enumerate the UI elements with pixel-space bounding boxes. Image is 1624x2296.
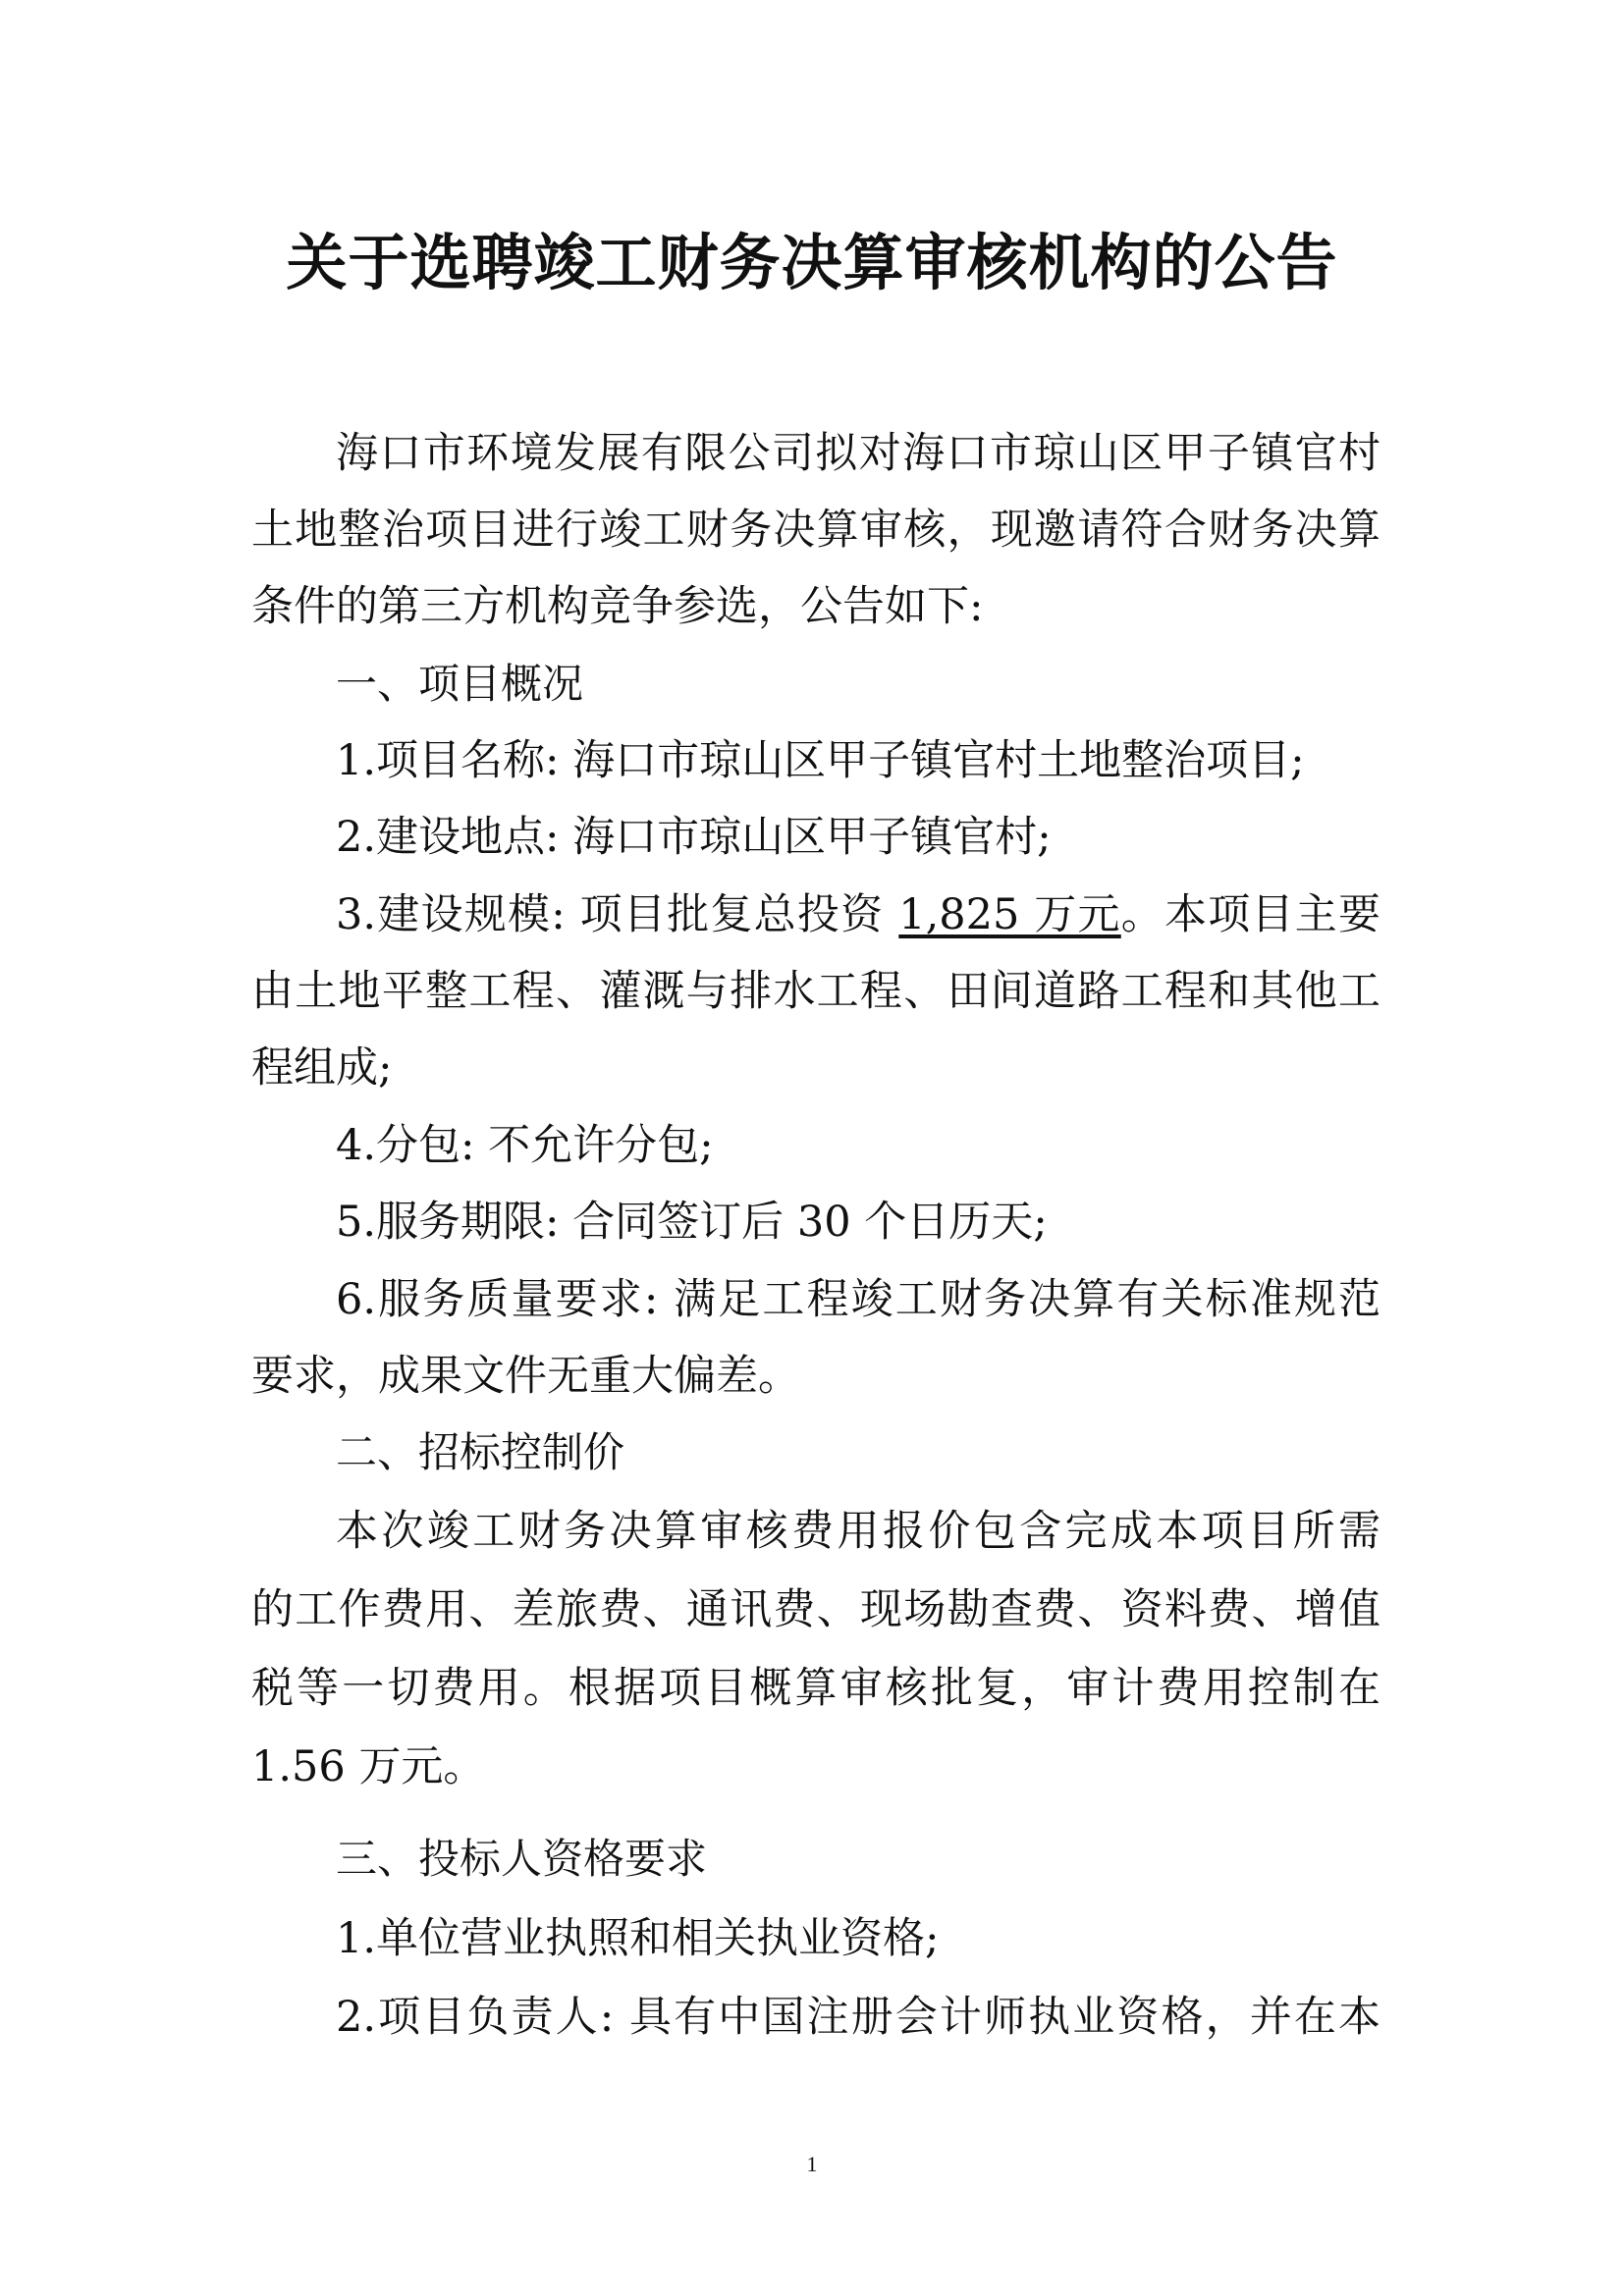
intro-line-2: 土地整治项目进行竣工财务决算审核，现邀请符合财务决算 [251, 506, 1380, 555]
section-1-item-3 [336, 885, 1380, 944]
section-1-item-6-line-2: 要求，成果文件无重大偏差。 [251, 1352, 800, 1401]
item-3-suffix: 。本项目主要 [1120, 890, 1380, 939]
section-1-item-5: 5.服务期限: 合同签订后 30 个日历天; [336, 1198, 1048, 1247]
page-number: 1 [806, 2152, 818, 2176]
section-1-item-1: 1.项目名称: 海口市琼山区甲子镇官村土地整治项目; [336, 736, 1305, 785]
section-1-item-6: 6.服务质量要求: 满足工程竣工财务决算有关标准规范 [336, 1275, 1380, 1324]
document-title: 关于选聘竣工财务决算审核机构的公告 [286, 227, 1338, 298]
section-1-heading: 一、项目概况 [336, 660, 584, 708]
section-2-line-1: 本次竣工财务决算审核费用报价包含完成本项目所需 [336, 1507, 1380, 1556]
section-2-heading: 二、招标控制价 [336, 1428, 625, 1476]
section-3-heading: 三、投标人资格要求 [336, 1835, 708, 1883]
item-3-prefix: 3.建设规模: 项目批复总投资 [336, 890, 899, 939]
section-1-item-3-line-2: 由土地平整工程、灌溉与排水工程、田间道路工程和其他工 [251, 967, 1380, 1016]
section-3-item-2: 2.项目负责人: 具有中国注册会计师执业资格，并在本 [336, 1993, 1380, 2042]
intro-line-1: 海口市环境发展有限公司拟对海口市琼山区甲子镇官村 [336, 429, 1380, 478]
section-1-item-3-line-3: 程组成; [251, 1043, 393, 1093]
section-2-line-3: 税等一切费用。根据项目概算审核批复，审计费用控制在 [251, 1664, 1380, 1713]
section-2-line-4: 1.56 万元。 [251, 1742, 486, 1791]
section-3-item-1: 1.单位营业执照和相关执业资格; [336, 1914, 940, 1963]
section-2-line-2: 的工作费用、差旅费、通讯费、现场勘查费、资料费、增值 [251, 1585, 1380, 1634]
section-1-item-4: 4.分包: 不允许分包; [336, 1121, 714, 1170]
investment-amount: 1,825 万元 [898, 890, 1121, 939]
section-1-item-2: 2.建设地点: 海口市琼山区甲子镇官村; [336, 813, 1052, 862]
intro-line-3: 条件的第三方机构竞争参选，公告如下: [251, 582, 984, 631]
